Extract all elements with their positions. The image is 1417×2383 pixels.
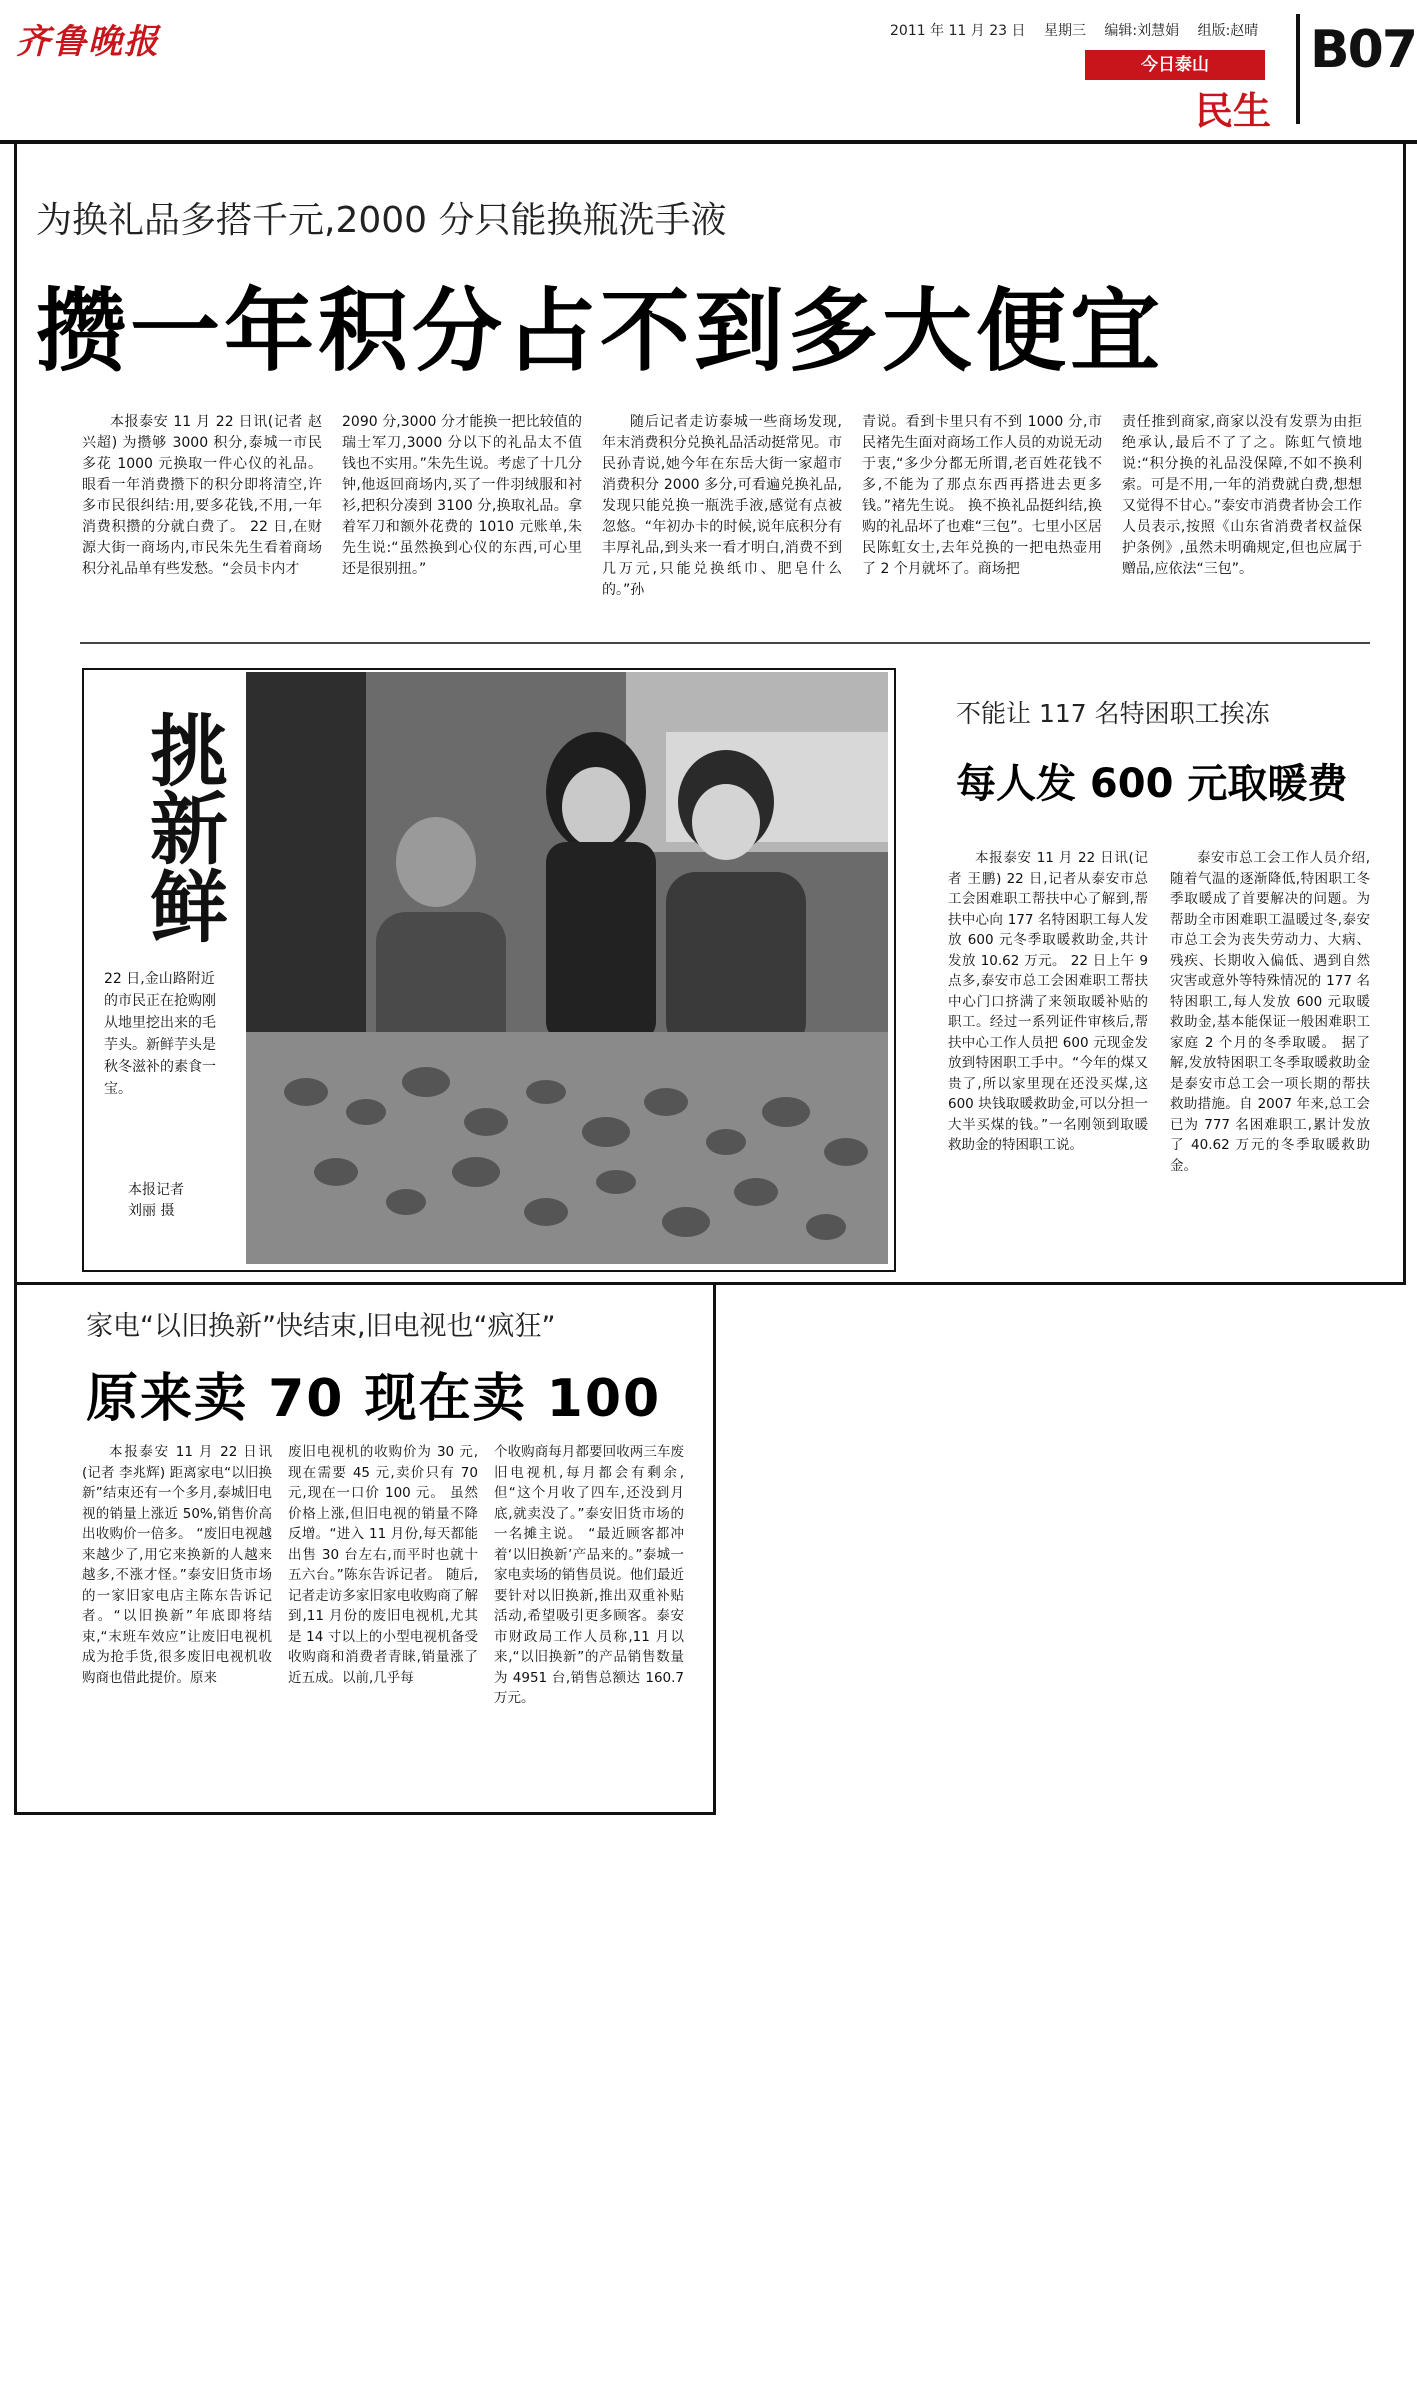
newspaper-logo: 齐鲁晚报 (16, 22, 160, 62)
photo-person-coat (546, 842, 656, 1042)
article3-col2-text: 废旧电视机的收购价为 30 元,现在需要 45 元,卖价只有 70 元,现在一口价 100 元。 虽然价格上涨,但旧电视的销量不降反增。“进入 11 月份,每天都能出售 30 台左右,而平时也就十五六台。”陈东告诉记者。 随后,记者走访多家旧家电收购商了解到,11 月份的废旧电视机,尤其是 14 寸以上的小型电视机备受收购商和消费者青睐,销量涨了近五成。以前,几乎每 (288, 1444, 478, 1686)
article2-col2-text: 泰安市总工会工作人员介绍,随着气温的逐渐降低,特困职工冬季取暖成了首要解决的问题。为帮助全市困难职工温暖过冬,泰安市总工会为丧失劳动力、大病、残疾、长期收入偏低、遇到自然灾害或意外等特殊情况的 177 名特困职工,每人发放 600 元取暖救助金,基本能保证一般困难职工家庭 2 个月的冬季取暖。 据了解,发放特困职工冬季取暖救助金是泰安市总工会一项长期的帮扶救助措施。自 2007 年来,总工会已为 777 名困难职工,累计发放了 40.62 万元的冬季取暖救助金。 (1170, 850, 1370, 1174)
photo-elder-face (396, 817, 476, 907)
photo-woman-coat (666, 872, 806, 1052)
issue-date: 2011 年 11 月 23 日 (890, 23, 1026, 39)
article2-column-1 (948, 848, 1148, 1156)
article2-kicker: 不能让 117 名特困职工挨冻 (956, 699, 1270, 728)
article3-column-1 (82, 1442, 272, 1688)
page-number-divider (1296, 14, 1300, 124)
article1-column-4 (862, 412, 1102, 580)
photo-foreground-arm (246, 672, 366, 1092)
article1-column-2 (342, 412, 582, 580)
photo-taro-pile (246, 1032, 888, 1264)
photo-title: 挑新鲜 (137, 710, 227, 944)
article1-headline: 攒一年积分占不到多大便宜 (36, 279, 1164, 384)
article1-col5-text: 责任推到商家,商家以没有发票为由拒绝承认,最后不了了之。陈虹气愤地说:“积分换的礼品没保障,不如不换利索。可是不用,一年的消费就白费,想想又觉得不甘心。”泰安市消费者协会工作人员表示,按照《山东省消费者权益保护条例》,虽然未明确规定,但也应属于赠品,应依法“三包”。 (1122, 414, 1362, 577)
article3-kicker: 家电“以旧换新”快结束,旧电视也“疯狂” (86, 1311, 556, 1342)
photo-credit-name: 刘丽 摄 (128, 1203, 175, 1219)
article3-column-3 (494, 1442, 684, 1709)
photo-woman-face (692, 784, 760, 860)
article2-col1-text: 本报泰安 11 月 22 日讯(记者 王鹏) 22 日,记者从泰安市总工会困难职工帮扶中心了解到,帮扶中心向 177 名特困职工每人发放 600 元冬季取暖救助金,共计发放 10.62 万元。 22 日上午 9 点多,泰安市总工会困难职工帮扶中心门口挤满了来领取暖补贴的职工。经过一系列证件审核后,帮扶中心工作人员把 600 元现金发放到特困职工手中。“今年的煤又贵了,所以家里现在还没买煤,这 600 块钱取暖救助金,可以分担一大半买煤的钱。”一名刚领到取暖救助金的特困职工说。 (948, 850, 1148, 1153)
layout-credit: 组版:赵晴 (1197, 23, 1259, 39)
article1-kicker: 为换礼品多搭千元,2000 分只能换瓶洗手液 (36, 200, 727, 241)
article1-col1-text: 本报泰安 11 月 22 日讯(记者 赵兴超) 为攒够 3000 积分,泰城一市民多花 1000 元换取一件心仪的礼品。眼看一年消费攒下的积分即将清空,许多市民很纠结:用,要多花钱,不用,一年消费积攒的分就白费了。 22 日,在财源大街一商场内,市民朱先生看着商场积分礼品单有些发愁。“会员卡内才 (82, 414, 322, 577)
article2-headline: 每人发 600 元取暖费 (956, 761, 1348, 807)
article1-column-1 (82, 412, 322, 580)
photo-person-face (562, 767, 630, 847)
editor-credit: 编辑:刘慧娟 (1104, 23, 1180, 39)
article1-column-5 (1122, 412, 1362, 580)
article1-col4-text: 青说。看到卡里只有不到 1000 分,市民褚先生面对商场工作人员的劝说无动于衷,“多少分都无所谓,老百姓花钱不多,不能为了那点东西再搭进去更多钱。”褚先生说。 换不换礼品挺纠结,换购的礼品坏了也难“三包”。七里小区居民陈虹女士,去年兑换的一把电热壶用了 2 个月就坏了。商场把 (862, 414, 1102, 577)
article1-col2-text: 2090 分,3000 分才能换一把比较值的瑞士军刀,3000 分以下的礼品太不值钱也不实用。”朱先生说。考虑了十几分钟,他返回商场内,买了一件羽绒服和衬衫,把积分凑到 3100 分,换取礼品。拿着军刀和额外花费的 1010 元账单,朱先生说:“虽然换到心仪的东西,可心里还是很别扭。” (342, 414, 582, 577)
photo-caption: 22 日,金山路附近的市民正在抢购刚从地里挖出来的毛芋头。新鲜芋头是秋冬滋补的素食一宝。 (104, 971, 216, 1097)
section-tag: 今日泰山 (1085, 50, 1265, 80)
photo-credit-role: 本报记者 (128, 1182, 184, 1198)
section-name: 民生 (1195, 89, 1272, 133)
photo-credit (128, 1180, 184, 1222)
bottom-border (710, 1282, 1400, 1285)
article2-column-2 (1170, 848, 1370, 1176)
article3-col3-text: 个收购商每月都要回收两三车废旧电视机,每月都会有剩余,但“这个月收了四车,还没到月底,就卖没了。”泰安旧货市场的一名摊主说。 “最近顾客都冲着‘以旧换新’产品来的。”泰城一家电卖场的销售员说。他们最近要针对以旧换新,推出双重补贴活动,希望吸引更多顾客。泰安市财政局工作人员称,11 月以来,“以旧换新”的产品销售数量为 4951 台,销售总额达 160.7 万元。 (494, 1444, 684, 1706)
issue-weekday: 星期三 (1043, 23, 1086, 39)
article-divider (80, 642, 1370, 644)
article3-column-2 (288, 1442, 478, 1688)
article1-column-3 (602, 412, 842, 601)
article3-headline: 原来卖 70 现在卖 100 (86, 1369, 662, 1429)
article3-col1-text: 本报泰安 11 月 22 日讯(记者 李兆辉) 距离家电“以旧换新”结束还有一个多月,泰城旧电视的销量上涨近 50%,销售价高出收购价一倍多。 “废旧电视越来越少了,用它来换新的人越来越多,不涨才怪。”泰安旧货市场的一家旧家电店主陈东告诉记者。“以旧换新”年底即将结束,“末班车效应”让废旧电视机成为抢手货,很多废旧电视机收购商也借此提价。原来 (82, 1444, 272, 1686)
dateline (890, 20, 1272, 40)
market-photo (246, 672, 888, 1264)
article1-col3-text: 随后记者走访泰城一些商场发现,年末消费积分兑换礼品活动挺常见。市民孙青说,她今年在东岳大街一家超市消费积分 2000 多分,可看遍兑换礼品,发现只能兑换一瓶洗手液,感觉有点被忽悠。“年初办卡的时候,说年底积分有丰厚礼品,到头来一看才明白,消费不到几万元,只能兑换纸巾、肥皂什么的。”孙 (602, 414, 842, 598)
page-number: B07 (1310, 20, 1416, 80)
